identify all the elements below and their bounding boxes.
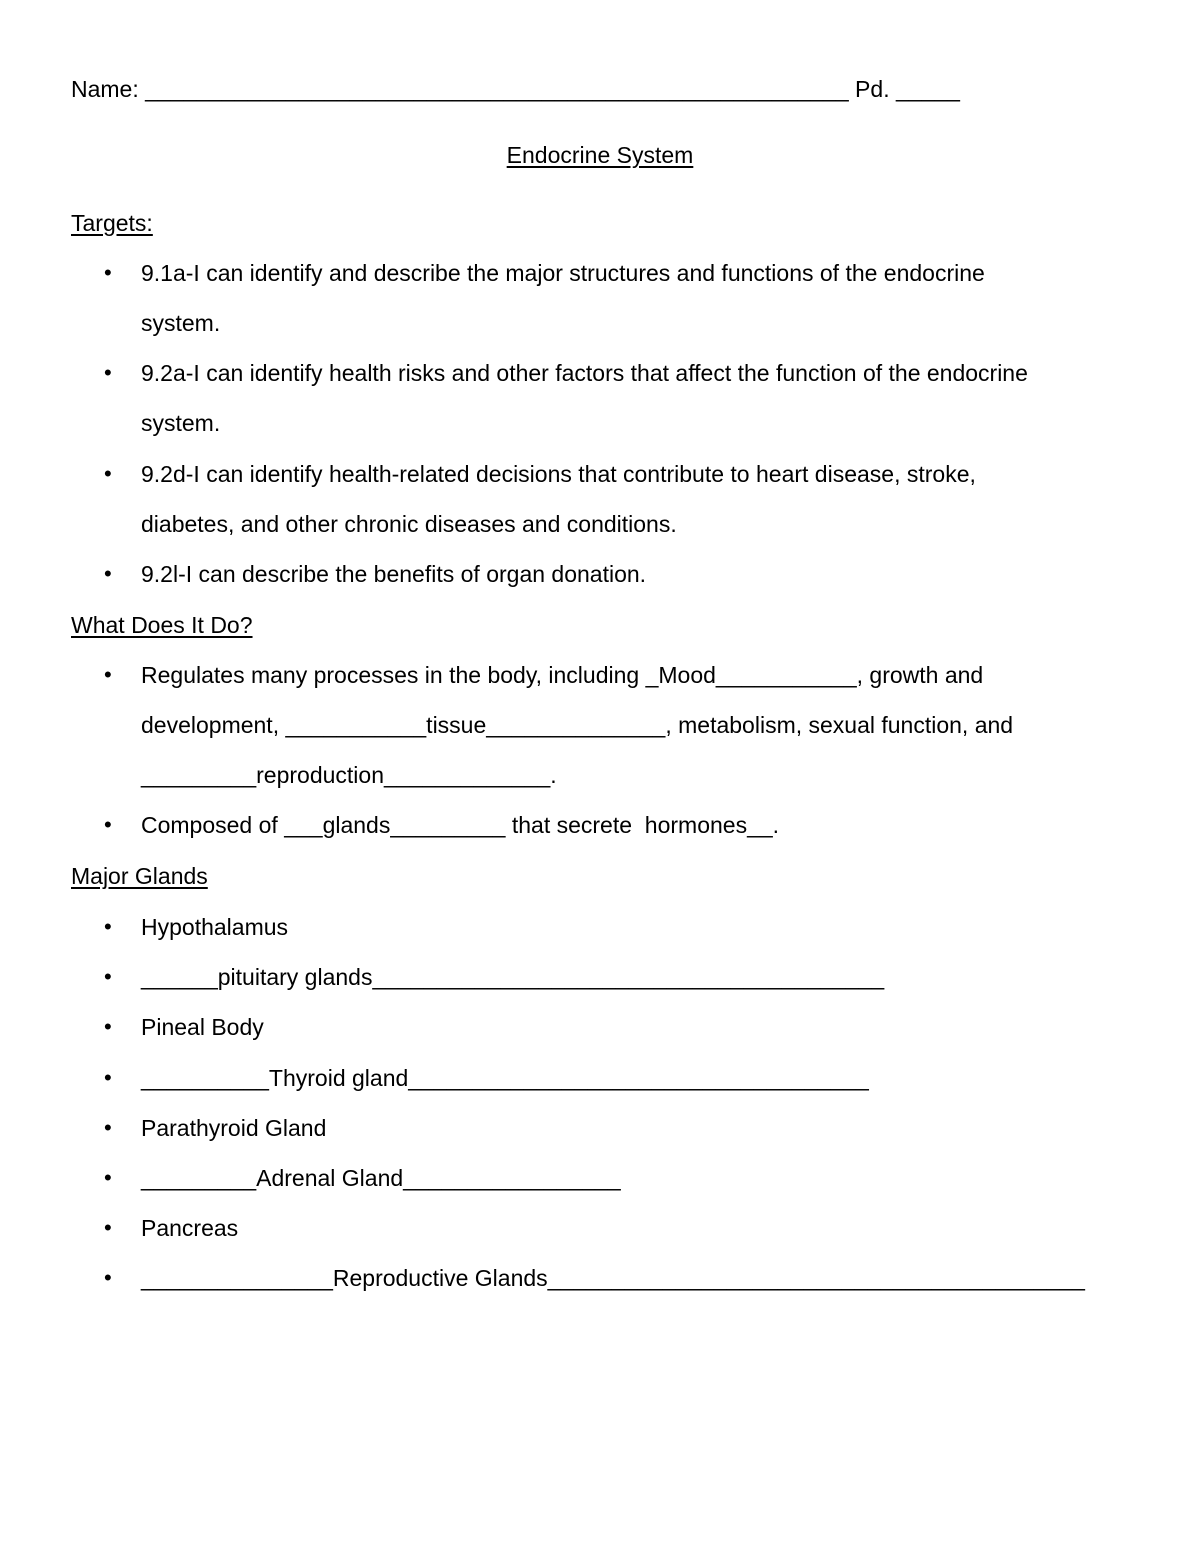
bullet-icon: • [104, 461, 112, 486]
target-text-continued: system. [141, 410, 221, 436]
name-period-line: Name: _______________________________________________________ Pd. _____ [71, 76, 960, 102]
target-text: 9.2l-I can describe the benefits of organ donation. [141, 561, 647, 587]
gland-text: _______________Reproductive Glands__________________________________________ [141, 1265, 1085, 1291]
function-text: Regulates many processes in the body, including _Mood___________, growth and [141, 662, 984, 688]
bullet-icon: • [104, 1265, 112, 1290]
major-glands-heading: Major Glands [71, 863, 208, 889]
bullet-icon: • [104, 360, 112, 385]
gland-text: Parathyroid Gland [141, 1115, 327, 1141]
target-text: 9.2a-I can identify health risks and other factors that affect the function of the endocrine [141, 360, 1028, 386]
what-does-it-do-heading: What Does It Do? [71, 612, 253, 638]
gland-text: Pineal Body [141, 1014, 264, 1040]
gland-text: _________Adrenal Gland_________________ [141, 1165, 621, 1191]
bullet-icon: • [104, 914, 112, 939]
bullet-icon: • [104, 1014, 112, 1039]
page-title: Endocrine System [506, 142, 694, 168]
gland-text: Hypothalamus [141, 914, 289, 940]
gland-text: Pancreas [141, 1215, 239, 1241]
bullet-icon: • [104, 561, 112, 586]
bullet-icon: • [104, 1165, 112, 1190]
target-text-continued: system. [141, 310, 221, 336]
targets-heading: Targets: [71, 210, 153, 236]
function-text-continued: _________reproduction_____________. [141, 762, 557, 788]
target-text: 9.1a-I can identify and describe the major structures and functions of the endocrine [141, 260, 985, 286]
bullet-icon: • [104, 964, 112, 989]
bullet-icon: • [104, 1215, 112, 1240]
function-text-continued: development, ___________tissue______________, metabolism, sexual function, and [141, 712, 1014, 738]
bullet-icon: • [104, 662, 112, 687]
bullet-icon: • [104, 1115, 112, 1140]
bullet-icon: • [104, 1065, 112, 1090]
bullet-icon: • [104, 812, 112, 837]
function-text: Composed of ___glands_________ that secrete hormones__. [141, 812, 780, 838]
target-text: 9.2d-I can identify health-related decisions that contribute to heart disease, stroke, [141, 461, 976, 487]
bullet-icon: • [104, 260, 112, 285]
gland-text: __________Thyroid gland____________________________________ [141, 1065, 869, 1091]
gland-text: ______pituitary glands________________________________________ [141, 964, 885, 990]
target-text-continued: diabetes, and other chronic diseases and conditions. [141, 511, 677, 537]
